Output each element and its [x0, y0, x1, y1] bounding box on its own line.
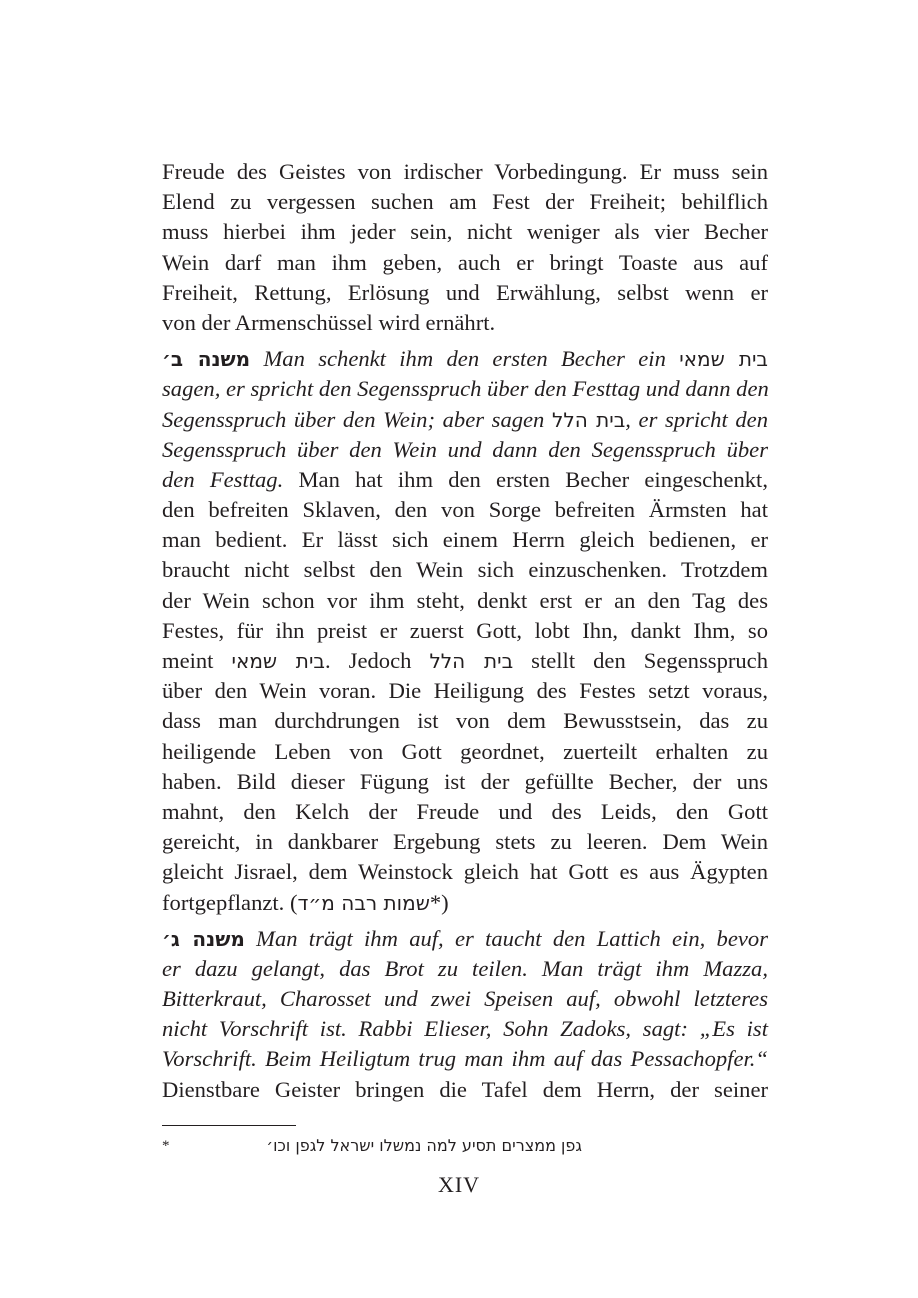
text-line: muss hierbei ihm jeder sein, nicht weniger als vier Becher	[162, 219, 768, 245]
text-line	[162, 405, 768, 435]
roman-text: *)	[429, 889, 449, 915]
italic-text: den Festtag.	[162, 466, 284, 492]
text-line: braucht nicht selbst den Wein sich einzuschenken. Trotzdem	[162, 557, 768, 583]
paragraph-2	[162, 344, 768, 918]
text-line	[162, 435, 768, 465]
italic-text: sagen, er spricht den Segensspruch über den Festtag und dann den	[162, 376, 769, 402]
text-line	[162, 1044, 768, 1074]
body-text	[162, 157, 768, 1105]
text-line	[162, 888, 768, 918]
text-line: den befreiten Sklaven, den von Sorge befreiten Ärmsten hat	[162, 497, 768, 523]
text-line	[162, 1014, 768, 1044]
text-line: Elend zu vergessen suchen am Fest der Freiheit; behilflich	[162, 189, 768, 215]
italic-text: , er spricht den	[625, 406, 768, 432]
hebrew-term: בית שמאי	[231, 649, 325, 673]
text-line: man bedient. Er lässt sich einem Herrn gleich bedienen, er	[162, 527, 768, 553]
text-line: gleicht Jisrael, dem Weinstock gleich hat Gott es aus Ägypten	[162, 859, 768, 885]
text-line	[162, 924, 768, 954]
text-line: heiligende Leben von Gott geordnet, zuerteilt erhalten zu	[162, 738, 768, 764]
footnote-marker: *	[162, 1138, 170, 1154]
text-line: von der Armenschüssel wird ernährt.	[162, 309, 496, 335]
paragraph-3	[162, 924, 768, 1105]
page-number: XIV	[437, 1172, 481, 1197]
hebrew-term: בית הלל	[551, 407, 626, 432]
roman-text: fortgepflanzt. (	[162, 889, 298, 915]
text-line: Dienstbare Geister bringen die Tafel dem Herrn, der seiner	[162, 1076, 768, 1102]
text-line: Festes, für ihn preist er zuerst Gott, lobt Ihn, dankt Ihm, so	[162, 617, 768, 643]
text-line: Freude des Geistes von irdischer Vorbedingung. Er muss sein	[162, 159, 768, 184]
text-line: haben. Bild dieser Fügung ist der gefüllte Becher, der uns	[162, 768, 768, 794]
text-line: der Wein schon vor ihm steht, denkt erst er an den Tag des	[162, 587, 768, 613]
italic-text: Vorschrift. Beim Heiligtum trug man ihm auf das Pessachopfer.“	[162, 1046, 768, 1072]
text-line	[162, 344, 768, 374]
italic-text: Man trägt ihm auf, er taucht den Lattich ein, bevor	[244, 925, 768, 951]
mishna-label: משנה ב׳	[162, 347, 251, 372]
roman-text: stellt den Segensspruch	[513, 648, 769, 673]
text-line	[162, 954, 768, 984]
italic-text: er dazu gelangt, das Brot zu teilen. Man trägt ihm Mazza,	[162, 955, 768, 981]
hebrew-term: בית הלל	[429, 649, 514, 673]
paragraph-1	[162, 157, 768, 338]
hebrew-citation: שמות רבה מ״ד	[297, 890, 430, 915]
italic-text: Segensspruch über den Wein und dann den Segensspruch über	[162, 436, 768, 462]
footnote-rule	[162, 1125, 296, 1126]
text-line	[162, 646, 768, 676]
italic-text: nicht Vorschrift ist. Rabbi Elieser, Sohn Zadoks, sagt: „Es ist	[162, 1016, 768, 1042]
text-line: Freiheit, Rettung, Erlösung und Erwählung, selbst wenn er	[162, 279, 768, 305]
text-line	[162, 984, 768, 1014]
text-line	[162, 374, 768, 404]
footnote	[162, 1133, 582, 1159]
text-line: über den Wein voran. Die Heiligung des Festes setzt voraus,	[162, 678, 768, 704]
roman-text: Man hat ihm den ersten Becher eingeschenkt,	[283, 466, 768, 492]
italic-text: Segensspruch über den Wein; aber sagen	[162, 406, 552, 432]
text-line: mahnt, den Kelch der Freude und des Leids, den Gott	[162, 798, 768, 824]
roman-text: meint	[162, 648, 232, 673]
text-line: Wein darf man ihm geben, auch er bringt Toaste aus auf	[162, 249, 768, 275]
italic-text: Bitterkraut, Charosset und zwei Speisen auf, obwohl letzteres	[162, 986, 768, 1012]
roman-text: . Jedoch	[325, 648, 430, 673]
hebrew-term: בית שמאי	[679, 347, 768, 372]
italic-text: Man schenkt ihm den ersten Becher ein	[250, 346, 680, 372]
mishna-label: משנה ג׳	[162, 926, 245, 951]
text-line: gereicht, in dankbarer Ergebung stets zu leeren. Dem Wein	[162, 829, 768, 855]
text-line	[162, 465, 768, 495]
text-line: dass man durchdrungen ist von dem Bewusstsein, das zu	[162, 708, 768, 734]
footnote-text: גפן ממצרים תסיע למה נמשלו ישראל לגפן וכו׳	[266, 1136, 582, 1155]
